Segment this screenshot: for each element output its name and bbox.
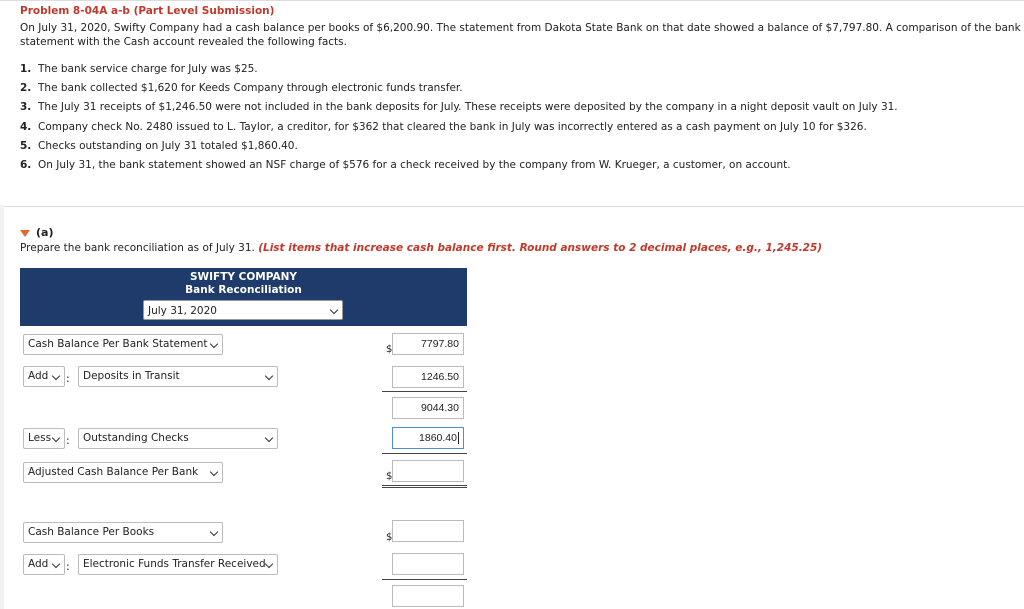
list-item: 1. The bank service charge for July was $25. [20, 63, 258, 75]
intro-line-2: statement with the Cash account revealed the following facts. [20, 36, 347, 48]
divider [382, 453, 467, 454]
chevron-down-icon [330, 306, 338, 314]
list-item: 5. Checks outstanding on July 31 totaled $1,860.40. [20, 139, 298, 152]
adjusted-bank-input[interactable] [392, 460, 464, 482]
list-item: 3. The July 31 receipts of $1,246.50 were not included in the bank deposits for July. These receipts were deposited by the company in a night deposit vault on July 31. [20, 101, 898, 114]
part-a-label: (a) [36, 226, 54, 239]
divider [382, 579, 467, 580]
deposits-input[interactable]: 1246.50 [392, 366, 464, 388]
date-select[interactable]: July 31, 2020 [143, 300, 343, 320]
dollar-sign: $ [386, 532, 393, 543]
next-amount-input[interactable] [392, 585, 464, 607]
part-a-toggle[interactable] [20, 226, 53, 239]
deposits-select[interactable]: Deposits in Transit [78, 366, 278, 387]
chevron-down-icon [210, 528, 218, 536]
books-balance-input[interactable] [392, 520, 464, 542]
adjusted-bank-select[interactable]: Adjusted Cash Balance Per Bank [23, 462, 223, 483]
divider [382, 391, 467, 392]
outstanding-select[interactable]: Outstanding Checks [78, 428, 278, 449]
text-cursor [458, 432, 459, 444]
add-select-1[interactable]: Add [23, 366, 65, 387]
chevron-down-icon [210, 468, 218, 476]
instruction-note: (List items that increase cash balance first. Round answers to 2 decimal places, e.g., 1,245.25) [258, 242, 823, 254]
double-divider [382, 485, 467, 488]
reconciliation-header [20, 268, 467, 326]
eft-select[interactable]: Electronic Funds Transfer Received [78, 554, 278, 575]
collapse-triangle-icon[interactable] [20, 230, 30, 237]
chevron-down-icon [265, 434, 273, 442]
problem-title: Problem 8-04A a-b (Part Level Submission) [20, 5, 275, 17]
chevron-down-icon [210, 340, 218, 348]
less-select-1[interactable]: Less [23, 428, 65, 449]
list-item: 2. The bank collected $1,620 for Keeds Company through electronic funds transfer. [20, 82, 463, 95]
books-balance-select[interactable]: Cash Balance Per Books [23, 522, 223, 543]
chevron-down-icon [265, 372, 273, 380]
instructions: Prepare the bank reconciliation as of July 31. (List items that increase cash balance first. Round answers to 2 decimal places, e.g., 1,245.25) [20, 242, 823, 254]
chevron-down-icon [52, 372, 60, 380]
left-border [0, 205, 4, 609]
intro-line-1: On July 31, 2020, Swifty Company had a cash balance per books of $6,200.90. The statement from Dakota State Bank on that date showed a balance of $7,797.80. A comparison of the bank [20, 22, 1021, 34]
eft-input[interactable] [392, 553, 464, 575]
outstanding-input[interactable]: 1860.40 [392, 427, 464, 449]
dollar-sign: $ [386, 344, 393, 355]
chevron-down-icon [52, 434, 60, 442]
statement-title: Bank Reconciliation [185, 284, 302, 296]
dollar-sign: $ [386, 471, 393, 482]
bank-balance-select[interactable]: Cash Balance Per Bank Statement [23, 334, 223, 355]
bank-balance-input[interactable]: 7797.80 [392, 333, 464, 355]
chevron-down-icon [52, 560, 60, 568]
facts-list [20, 62, 1020, 177]
list-item: 6. On July 31, the bank statement showed an NSF charge of $576 for a check received by the company from W. Krueger, a customer, on account. [20, 158, 791, 171]
chevron-down-icon [265, 560, 273, 568]
problem-intro [20, 21, 1024, 49]
company-name: SWIFTY COMPANY [190, 271, 297, 283]
problem-statement [0, 0, 1024, 207]
subtotal-input[interactable]: 9044.30 [392, 397, 464, 419]
list-item: 4. Company check No. 2480 issued to L. Taylor, a creditor, for $362 that cleared the bank in July was incorrectly entered as a cash payment on July 10 for $326. [20, 120, 867, 133]
add-select-2[interactable]: Add [23, 554, 65, 575]
